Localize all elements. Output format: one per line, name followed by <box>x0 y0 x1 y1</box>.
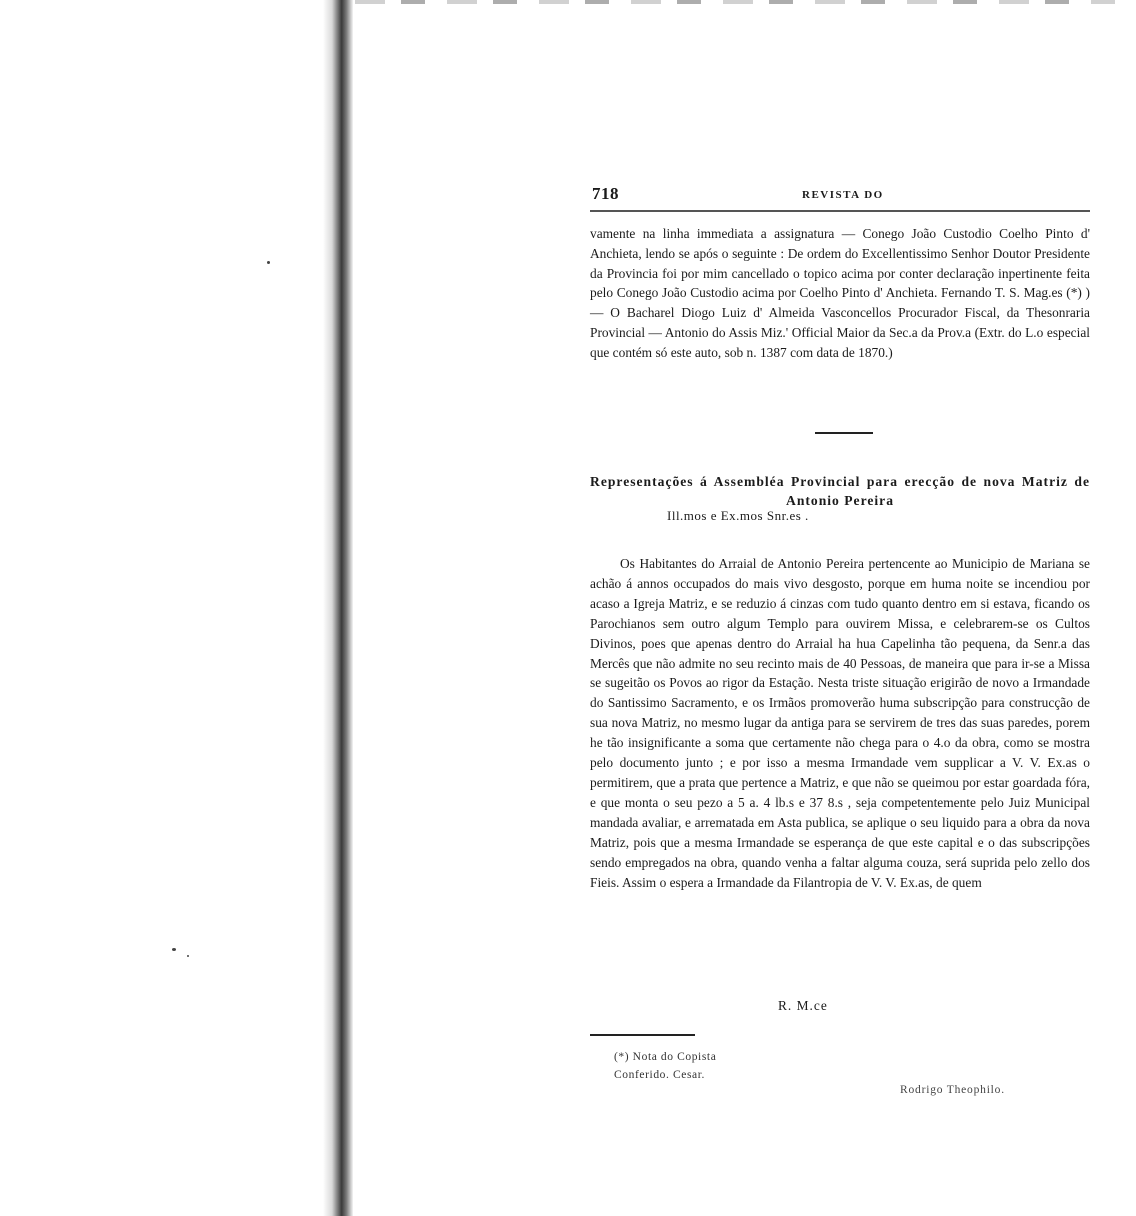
salutation: Ill.mos e Ex.mos Snr.es . <box>667 508 809 523</box>
section-divider <box>815 432 873 434</box>
body-paragraph: Os Habitantes do Arraial de Antonio Pereira pertencente ao Municipio de Mariana se achão á annos occupados do mais vivo desgosto, porque em huma noite se incendiou por acaso a Igreja Matriz, e se reduzio á cinzas com tudo quanto dentro em si estava, ficando os Parochianos sem outro algum Templo para ouvirem Missa, e celebrarem-se os Cultos Divinos, poes que apenas dentro do Arraial ha hua Capelinha tão pequena, da Senr.a das Mercês que não admite no seu recinto mais de 40 Pessoas, de maneira que para ir-se a Missa se sugeitão os Povos ao rigor da Estação. Nesta triste situação erigirão de novo a Irmandade do Santissimo Sacramento, e os Irmãos promoverão huma subscripção para construcção de sua nova Matriz, no mesmo lugar da antiga para se servirem de tres das suas paredes, porem he tão insignificante a soma que certamente não chega para o 4.o da obra, como se mostra pelo documento junto ; e por isso a mesma Irmandade vem supplicar a V. V. Ex.as o permitirem, que a prata que pertence a Matriz, e que não se queimou por estar goardada fóra, e que monta o seu pezo a 5 a. 4 lb.s e 37 8.s , seja competentemente pelo Juiz Municipal mandada avaliar, e arrematada em Asta publica, se aplique o seu liquido para a obra da nova Matriz, pois que a mesma Irmandade se esperança de que este capital e o das subscripções sendo empregados na obra, quando venha a faltar alguma couza, será suprida pelo zello dos Fieis. Assim o espera a Irmandade da Filantropia de V. V. Ex.as, de quem <box>590 556 1090 890</box>
continuation-paragraph: vamente na linha immediata a assignatura — Conego João Custodio Coelho Pinto d' Anchieta, lendo se após o seguinte : De ordem do Excellentissimo Senhor Doutor Presidente da Provincia foi por mim cancellado o topico acima por conter declaração inpertinente feita pelo Conego João Custodio acima por Coelho Pinto d' Anchieta. Fernando T. S. Mag.es (*) ) — O Bacharel Diogo Luiz d' Almeida Vasconcellos Procurador Fiscal, da Thesonraria Provincial — Antonio do Assis Miz.' Official Maior da Sec.a da Prov.a (Extr. do L.o especial que contém só este auto, sob n. 1387 com data de 1870.) <box>590 226 1090 360</box>
running-title: REVISTA DO <box>802 189 884 201</box>
signature: Rodrigo Theophilo. <box>900 1084 1005 1096</box>
running-header <box>590 180 1095 206</box>
footnote-line-1: (*) Nota do Copista <box>614 1051 717 1063</box>
closing-abbreviation: R. M.ce <box>778 998 828 1013</box>
page-top-edge <box>355 0 1115 4</box>
paper-speck <box>267 261 270 264</box>
header-rule <box>590 210 1090 212</box>
footnote-line-2: Conferido. Cesar. <box>614 1069 706 1081</box>
footnote <box>614 1048 716 1084</box>
paper-speck <box>187 955 189 957</box>
paper-speck <box>172 948 176 951</box>
left-blank-page <box>0 0 345 1216</box>
page-number: 718 <box>592 184 619 203</box>
footnote-rule <box>590 1034 695 1036</box>
section-title: Representações á Assembléa Provincial para erecção de nova Matriz de Antonio Pereira <box>590 474 1090 508</box>
book-gutter-shadow <box>323 0 353 1216</box>
